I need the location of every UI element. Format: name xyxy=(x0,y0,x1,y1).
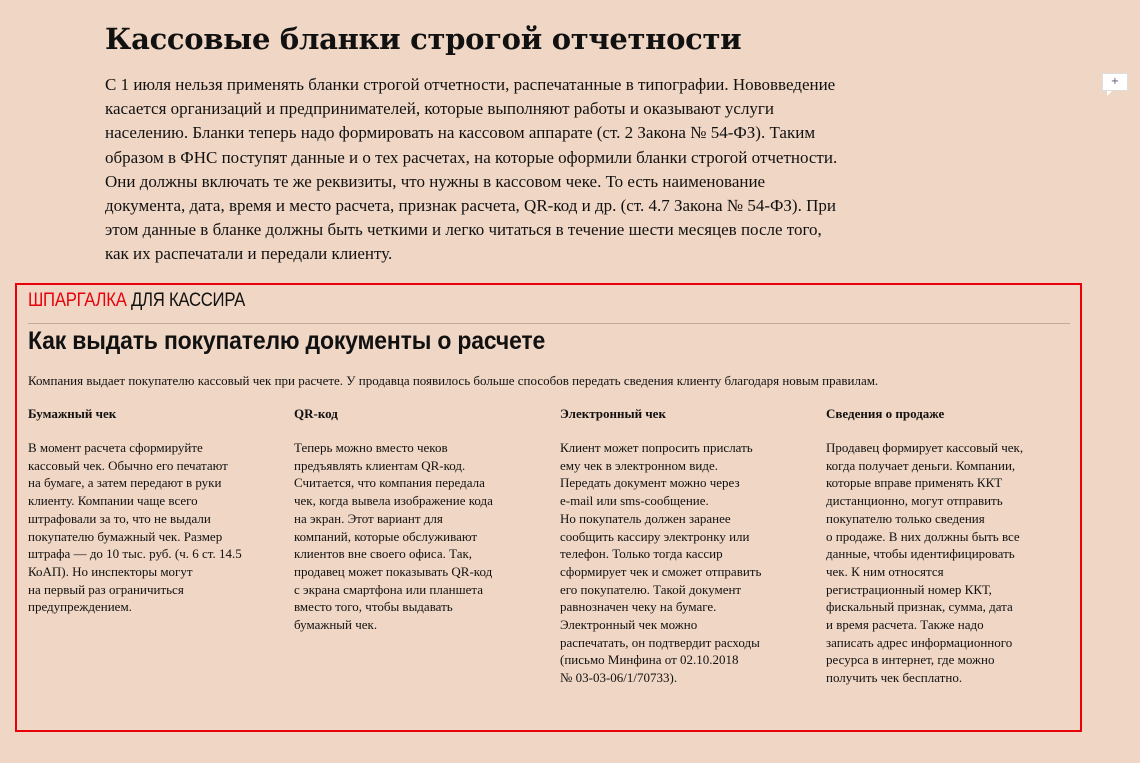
add-comment-button[interactable]: + xyxy=(1102,73,1128,91)
text-line: ресурса в интернет, где можно xyxy=(826,652,995,668)
text-line: фискальный признак, сумма, дата xyxy=(826,599,1013,615)
column-text xyxy=(826,439,1081,687)
article-title: Кассовые бланки строгой отчетности xyxy=(105,22,742,56)
divider xyxy=(28,323,1070,324)
text-line: и время расчета. Также надо xyxy=(826,617,984,633)
text-line: сформирует чек и сможет отправить xyxy=(560,563,762,579)
text-line: вместо того, чтобы выдавать xyxy=(294,599,453,615)
text-line: Теперь можно вместо чеков xyxy=(294,440,448,455)
column-title: Бумажный чек xyxy=(28,406,117,421)
text-line: кассовый чек. Обычно его печатают xyxy=(28,457,228,473)
column-text xyxy=(28,439,283,616)
text-line: клиенту. Компании чаще всего xyxy=(28,493,198,509)
text-line: № 03-03-06/1/70733). xyxy=(560,670,678,686)
text-line: предупреждением. xyxy=(28,599,132,615)
text-line: этом данные в бланке должны быть четкими и легко читаться в течение шести месяцев после того, xyxy=(105,220,822,240)
text-line: о продаже. В них должны быть все xyxy=(826,528,1020,544)
text-line: Но покупатель должен заранее xyxy=(560,510,731,526)
text-line: данные, чтобы идентифицировать xyxy=(826,546,1015,562)
text-line: e-mail или sms-сообщение. xyxy=(560,493,709,509)
cheatsheet-box xyxy=(15,283,1082,732)
text-line: чек. К ним относятся xyxy=(826,563,944,579)
text-line: покупателю бумажный чек. Размер xyxy=(28,528,223,544)
text-line: распечатать, он подтвердит расходы xyxy=(560,634,760,650)
text-line: сообщить кассиру электронку или xyxy=(560,528,750,544)
text-line: на бумаге, а затем передают в руки xyxy=(28,475,222,491)
article-lead-paragraph xyxy=(105,73,985,267)
text-line: его покупателю. Такой документ xyxy=(560,581,742,597)
text-line: Передать документ можно через xyxy=(560,475,740,491)
text-line: Считается, что компания передала xyxy=(294,475,485,491)
text-line: С 1 июля нельзя применять бланки строгой отчетности, распечатанные в типографии. Нововведение xyxy=(105,75,836,94)
cheatsheet-kicker xyxy=(28,290,245,312)
kicker-highlight: ШПАРГАЛКА xyxy=(28,290,127,311)
text-line: штрафовали за то, что не выдали xyxy=(28,510,211,526)
text-line: записать адрес информационного xyxy=(826,634,1013,650)
text-line: дистанционно, могут отправить xyxy=(826,493,1003,509)
text-line: касается организаций и предпринимателей, которые выполняют работы и оказывают услуги xyxy=(105,99,774,119)
text-line: клиентов вне своего офиса. Так, xyxy=(294,546,473,562)
column-sale-info xyxy=(826,406,1081,687)
text-line: Продавец формирует кассовый чек, xyxy=(826,440,1024,455)
column-text xyxy=(294,439,549,634)
column-qr-code xyxy=(294,406,549,634)
text-line: покупателю только сведения xyxy=(826,510,985,526)
text-line: регистрационный номер ККТ, xyxy=(826,581,992,597)
text-line: штрафа — до 10 тыс. руб. (ч. 6 ст. 14.5 xyxy=(28,546,242,562)
text-line: которые вправе применять ККТ xyxy=(826,475,1003,491)
cheatsheet-heading: Как выдать покупателю документы о расчете xyxy=(28,327,546,355)
text-line: (письмо Минфина от 02.10.2018 xyxy=(560,652,739,668)
text-line: продавец может показывать QR-код xyxy=(294,563,493,579)
text-line: когда получает деньги. Компании, xyxy=(826,457,1016,473)
column-paper-receipt xyxy=(28,406,283,616)
text-line: чек, когда вывела изображение кода xyxy=(294,493,493,509)
column-title: Электронный чек xyxy=(560,406,666,421)
kicker-rest: ДЛЯ КАССИРА xyxy=(126,290,245,311)
text-line: как их распечатали и передали клиенту. xyxy=(105,244,393,264)
text-line: Они должны включать те же реквизиты, что нужны в кассовом чеке. То есть наименование xyxy=(105,171,766,191)
text-line: бумажный чек. xyxy=(294,617,378,633)
text-line: КоАП). Но инспекторы могут xyxy=(28,563,193,579)
text-line: на экран. Этот вариант для xyxy=(294,510,443,526)
text-line: Клиент может попросить прислать xyxy=(560,440,753,455)
column-title: QR-код xyxy=(294,406,338,421)
text-line: образом в ФНС поступят данные и о тех расчетах, на которые оформили бланки строгой отчетности. xyxy=(105,147,838,167)
text-line: населению. Бланки теперь надо формировать на кассовом аппарате (ст. 2 Закона № 54-ФЗ). Таким xyxy=(105,123,816,143)
column-electronic-receipt xyxy=(560,406,815,687)
text-line: равнозначен чеку на бумаге. xyxy=(560,599,717,615)
text-line: компаний, которые обслуживают xyxy=(294,528,478,544)
text-line: на первый раз ограничиться xyxy=(28,581,184,597)
column-text xyxy=(560,439,815,687)
text-line: ему чек в электронном виде. xyxy=(560,457,718,473)
text-line: с экрана смартфона или планшета xyxy=(294,581,483,597)
text-line: предъявлять клиентам QR-код. xyxy=(294,457,466,473)
cheatsheet-intro: Компания выдает покупателю кассовый чек при расчете. У продавца появилось больше способов передать сведения клиенту благодаря новым правилам. xyxy=(28,373,879,388)
text-line: телефон. Только тогда кассир xyxy=(560,546,723,562)
text-line: документа, дата, время и место расчета, признак расчета, QR-код и др. (ст. 4.7 Закона № 54-ФЗ). При xyxy=(105,196,836,216)
text-line: В момент расчета сформируйте xyxy=(28,440,203,455)
text-line: Электронный чек можно xyxy=(560,617,698,633)
text-line: получить чек бесплатно. xyxy=(826,670,963,686)
column-title: Сведения о продаже xyxy=(826,406,945,421)
